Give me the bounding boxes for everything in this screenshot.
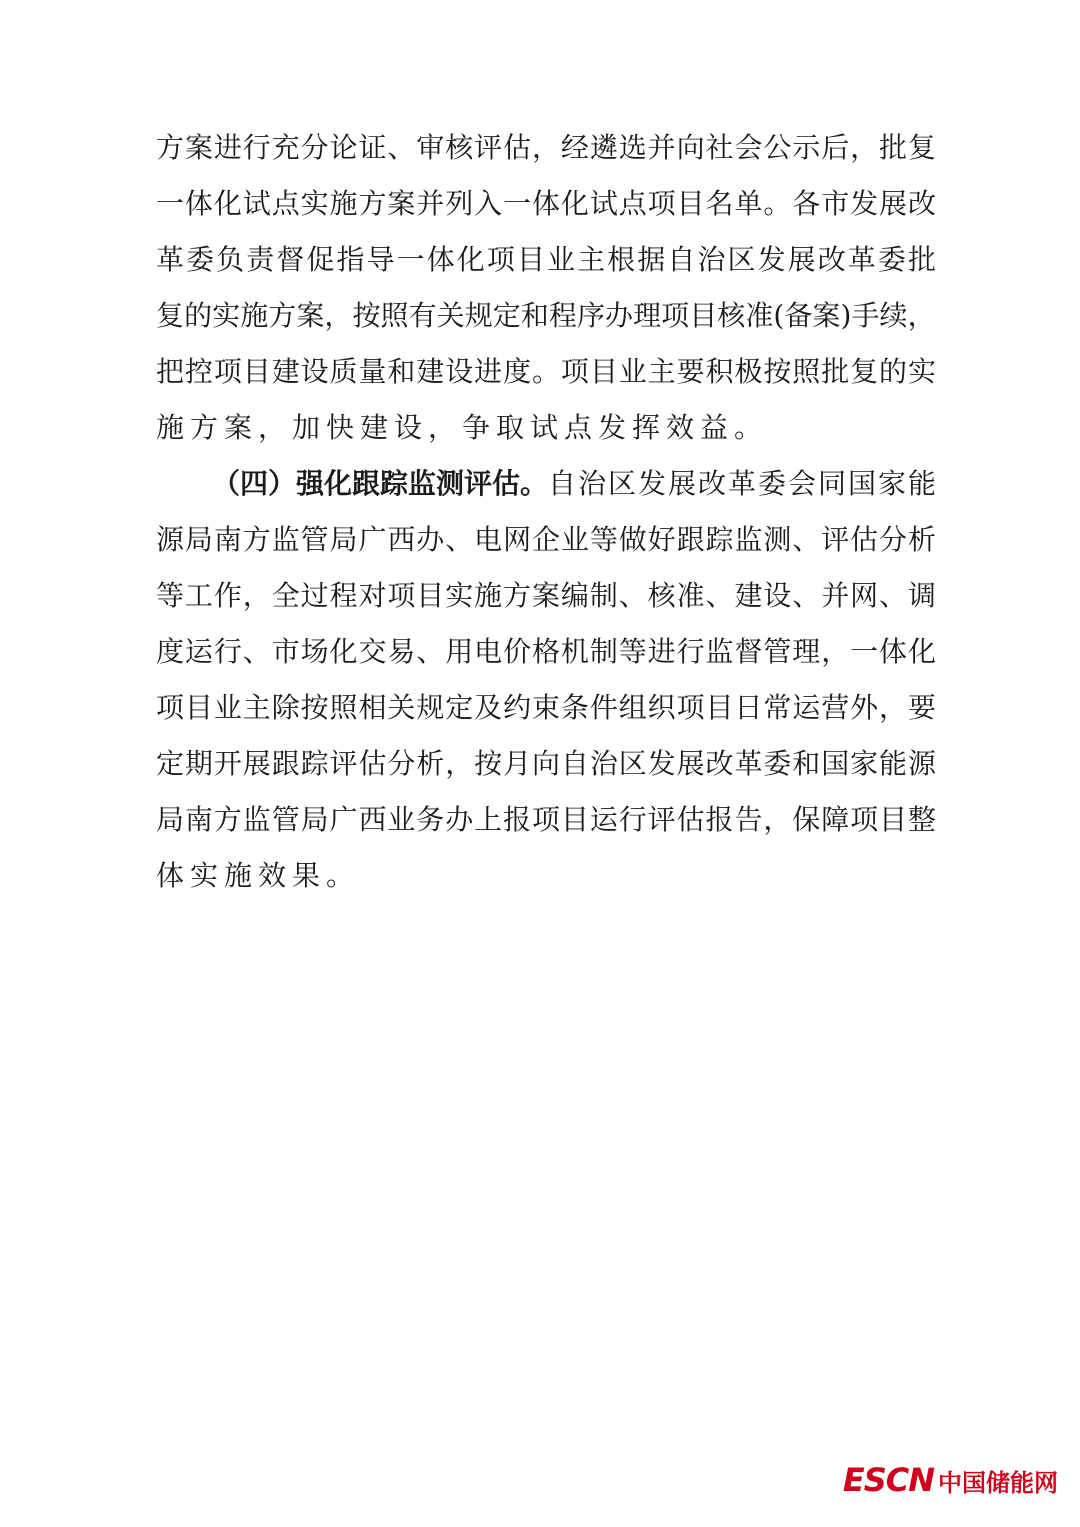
paragraph-2-line: 定 期 开 展 跟 踪 评 估 分 析 ， 按 月 向 自 治 区 发 展 改 革 委 和 国 家 能 源 xyxy=(156,747,936,780)
paragraph-2-first-line-text: 自治区发展改革委会同国家能 xyxy=(548,467,939,500)
paragraph-2-line: 等 工 作 ， 全 过 程 对 项 目 实 施 方 案 编 制 、 核 准 、 建 设 、 并 网 、 调 xyxy=(156,579,936,612)
paragraph-1-line: 把 控 项 目 建 设 质 量 和 建 设 进 度 。 项 目 业 主 要 积 极 按 照 批 复 的 实 xyxy=(156,355,936,388)
paragraph-2-first-line xyxy=(156,456,939,512)
watermark-latin-text: ESCN xyxy=(842,1461,934,1499)
paragraph-2-line: 源 局 南 方 监 管 局 广 西 办 、 电 网 企 业 等 做 好 跟 踪 监 测 、 评 估 分 析 xyxy=(156,523,936,556)
section-heading: （四）强化跟踪监测评估。 xyxy=(212,467,549,500)
paragraph-2-line: 项 目 业 主 除 按 照 相 关 规 定 及 约 束 条 件 组 织 项 目 日 常 运 营 外 ， 要 xyxy=(156,691,936,724)
escn-watermark-logo xyxy=(843,1461,1058,1499)
paragraph-1-line: 革 委 负 责 督 促 指 导 一 体 化 项 目 业 主 根 据 自 治 区 发 展 改 革 委 批 xyxy=(156,243,936,276)
paragraph-1-line: 一 体 化 试 点 实 施 方 案 并 列 入 一 体 化 试 点 项 目 名 单 。 各 市 发 展 改 xyxy=(156,187,936,220)
watermark-cjk-text: 中国储能网 xyxy=(938,1469,1058,1497)
paragraph-1-line: 方 案 进 行 充 分 论 证 、 审 核 评 估 ， 经 遴 选 并 向 社 会 公 示 后 ， 批 复 xyxy=(156,131,936,164)
paragraph-1-line: 复 的 实 施 方 案 ， 按 照 有 关 规 定 和 程 序 办 理 项 目 核 准 ( 备 案 ) 手 续 ， xyxy=(156,299,936,332)
document-body xyxy=(156,120,939,904)
paragraph-2-line: 体实施效果。 xyxy=(156,859,361,892)
paragraph-2-line: 局 南 方 监 管 局 广 西 业 务 办 上 报 项 目 运 行 评 估 报 告 ， 保 障 项 目 整 xyxy=(156,803,936,836)
paragraph-1-line: 施方案，加快建设，争取试点发挥效益。 xyxy=(156,411,769,444)
paragraph-2-line: 度 运 行 、 市 场 化 交 易 、 用 电 价 格 机 制 等 进 行 监 督 管 理 ， 一 体 化 xyxy=(156,635,936,668)
